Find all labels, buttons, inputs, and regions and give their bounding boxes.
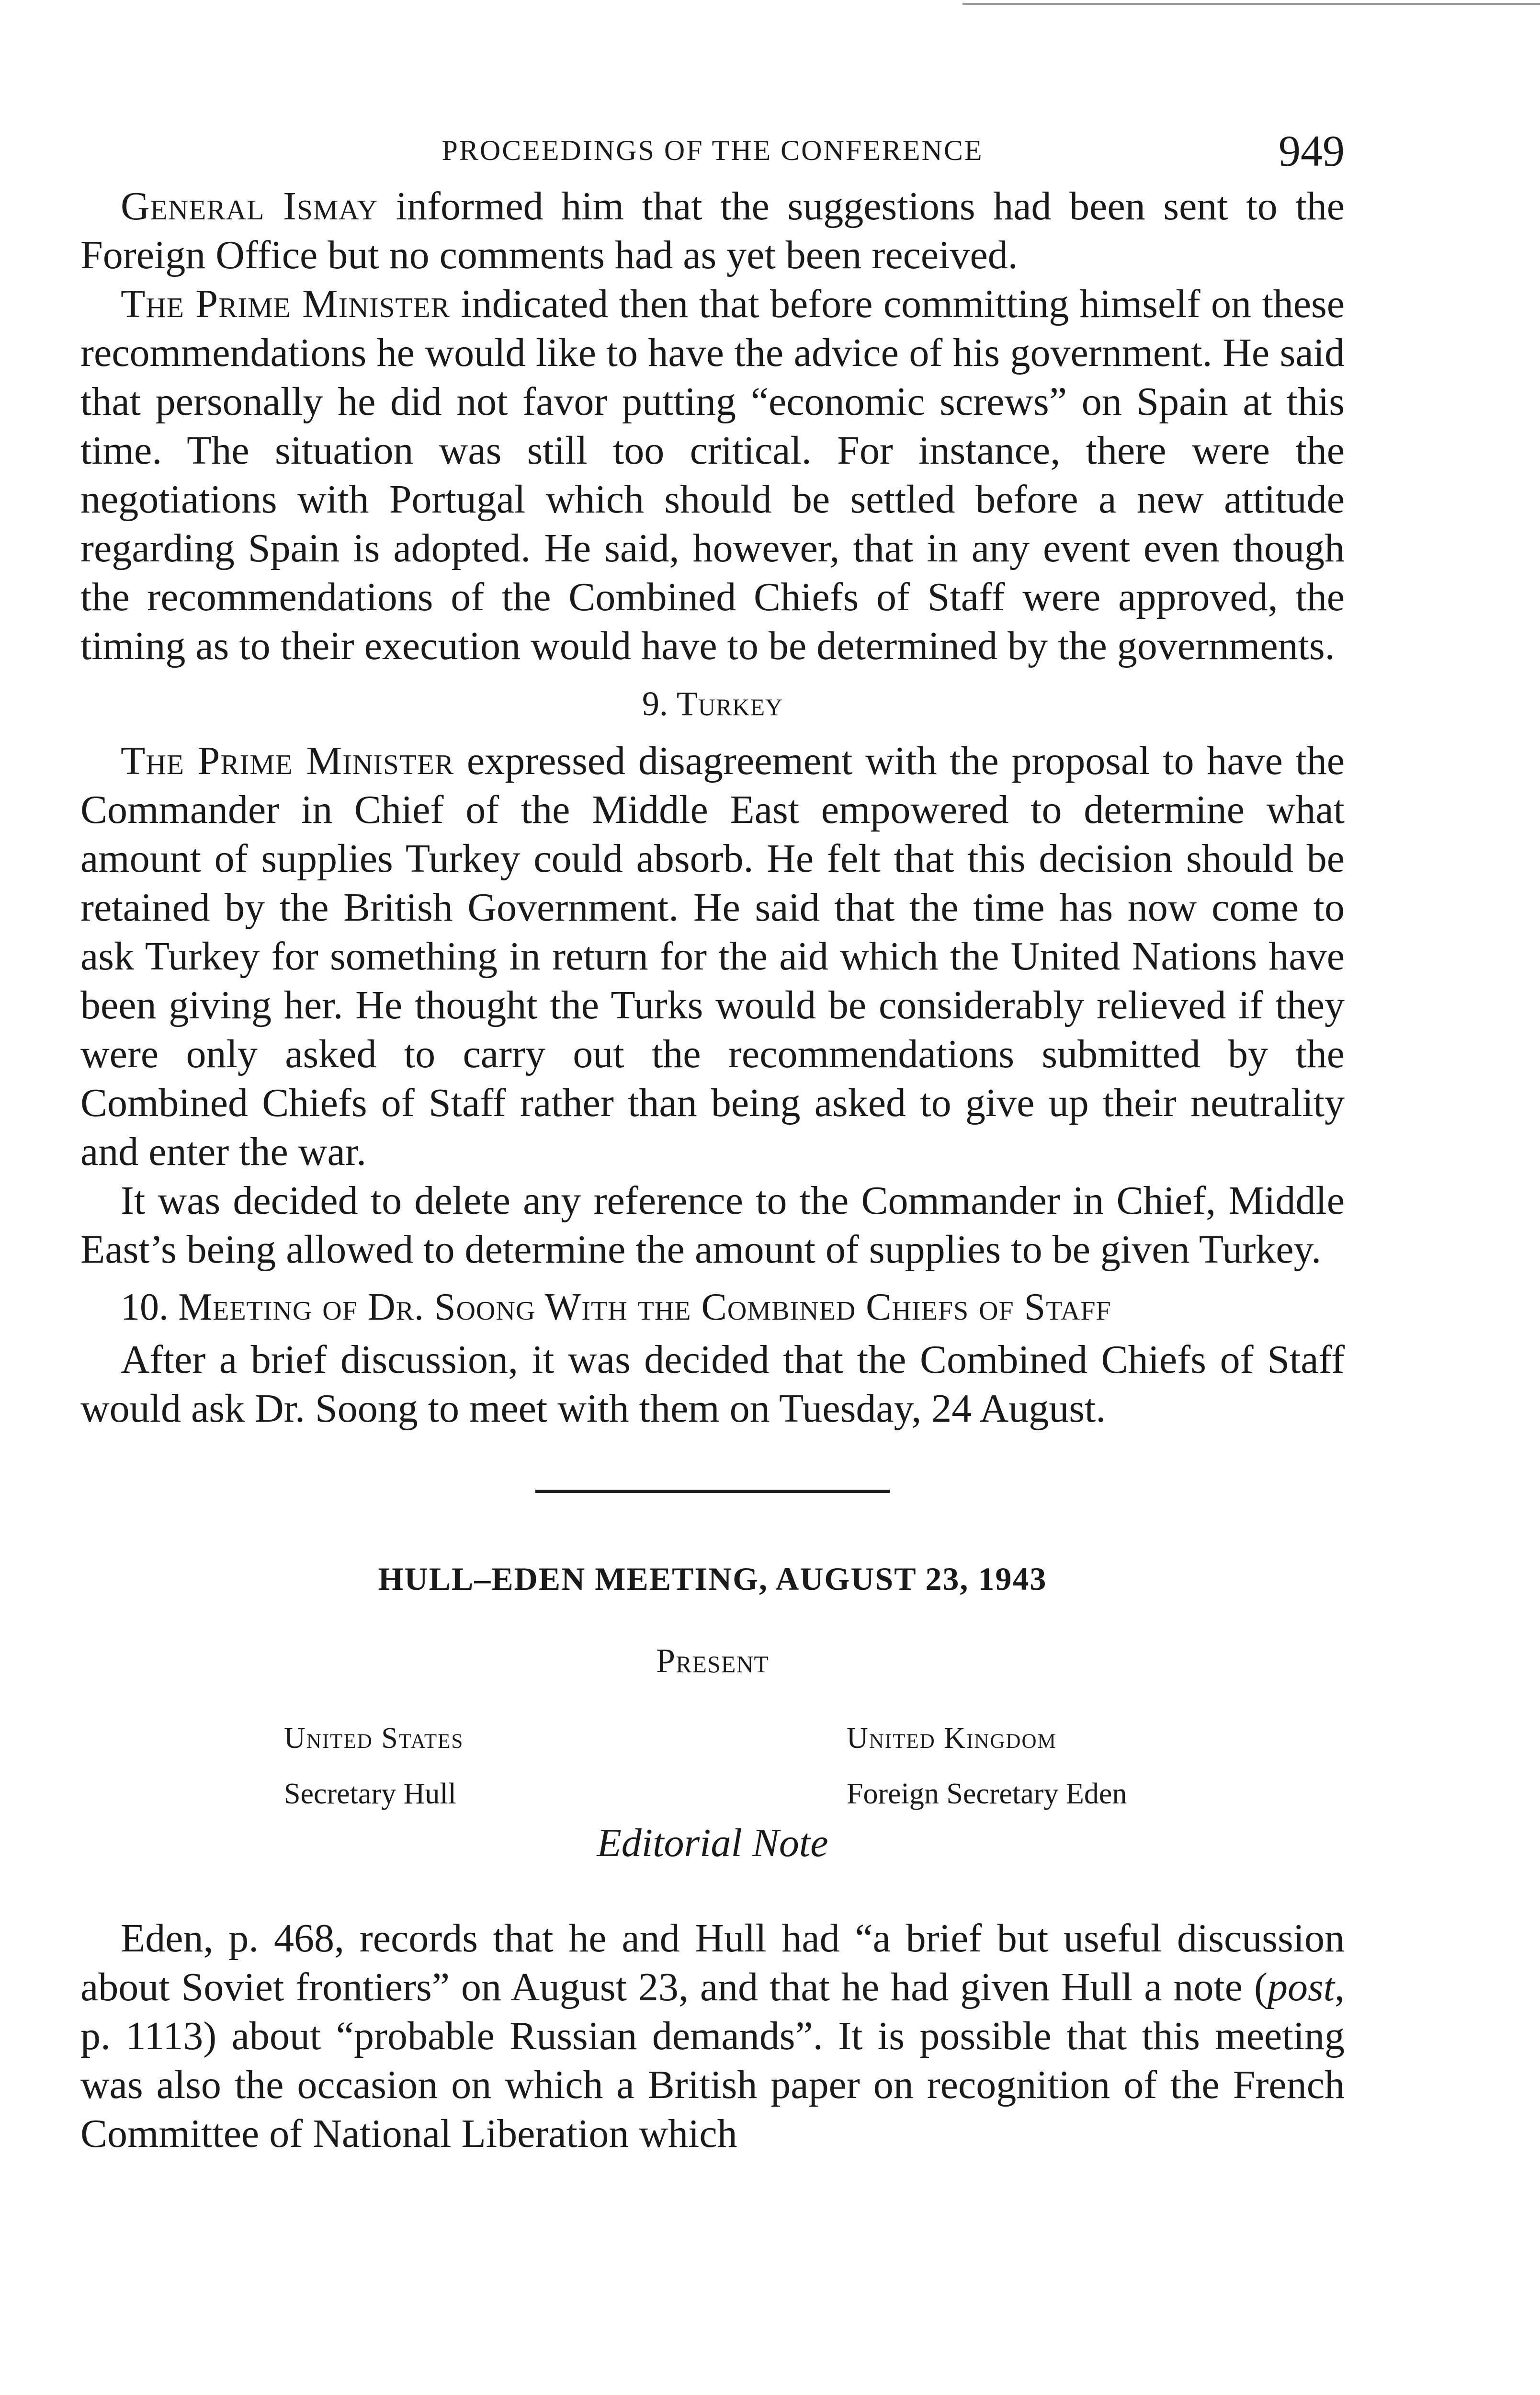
attendee-united-states xyxy=(284,1719,464,1813)
country-label: United States xyxy=(284,1722,464,1755)
top-edge-rule xyxy=(962,3,1540,5)
paragraph-text: After a brief discussion, it was decided that the Combined Chiefs of Staff would ask Dr. Soong to meet with them on Tuesday, 24 August. xyxy=(80,1337,1345,1431)
paragraph-decision-turkey xyxy=(80,1176,1345,1274)
paragraph-text: informed him that the suggestions had been sent to the Foreign Office but no comments had as yet been received. xyxy=(80,184,1345,277)
page-header xyxy=(80,120,1345,182)
paragraph-prime-minister-spain xyxy=(80,280,1345,671)
attendee-name: Foreign Secretary Eden xyxy=(847,1778,1127,1810)
present-label: Present xyxy=(656,1642,769,1680)
paragraph-ismay xyxy=(80,182,1345,280)
section-heading-turkey xyxy=(80,679,1345,728)
paragraph-editorial-note xyxy=(80,1914,1345,2158)
section-number: 9. xyxy=(642,684,677,723)
note-text: , p. 1113) about “probable Russian demands”. It is possible that this meeting was also the occasion on which a British paper on recognition of the French Committee of National Liberation which xyxy=(80,1965,1345,2156)
paragraph-text: indicated then that before committing himself on these recommendations he would like to have the advice of his government. He said that personally he did not favor putting “economic screws” on Spain at this time. The situation was still too critical. For instance, there were the negotiations with Portugal which should be settled before a new attitude regarding Spain is adopted. He said, however, that in any event even though the recommendations of the Combined Chiefs of Staff were approved, the timing as to their execution would have to be determined by the governments. xyxy=(80,282,1345,668)
attendee-name: Secretary Hull xyxy=(284,1778,456,1810)
section-number: 10. xyxy=(121,1286,178,1328)
country-label: United Kingdom xyxy=(847,1722,1057,1755)
meeting-title: HULL–EDEN MEETING, AUGUST 23, 1943 xyxy=(378,1561,1047,1597)
attendees xyxy=(80,1719,1345,1815)
paragraph-text: It was decided to delete any reference to the Commander in Chief, Middle East’s being allowed to determine the amount of supplies to be given Turkey. xyxy=(80,1178,1345,1272)
speaker-name: The Prime Minister xyxy=(121,282,450,326)
body-text xyxy=(80,182,1345,1433)
attendee-united-kingdom xyxy=(847,1719,1127,1813)
paragraph-text: expressed disagreement with the proposal to have the Commander in Chief of the Middle East empowered to determine what amount of supplies Turkey could absorb. He felt that this decision should be retained by the British Government. He said that the time has now come to ask Turkey for something in return for the aid which the United Nations have been giving her. He thought the Turks would be considerably relieved if they were only asked to carry out the recommendations submitted by the Combined Chiefs of Staff rather than being asked to give up their neutrality and enter the war. xyxy=(80,739,1345,1174)
paragraph-prime-minister-turkey xyxy=(80,737,1345,1176)
speaker-name: The Prime Minister xyxy=(121,739,454,783)
note-text: Eden, p. 468, records that he and Hull had “a brief but useful discussion about Soviet frontiers” on August 23, and that he had given Hull a note ( xyxy=(80,1916,1345,2009)
running-head: PROCEEDINGS OF THE CONFERENCE xyxy=(442,135,984,166)
paragraph-soong-meeting xyxy=(80,1335,1345,1433)
section-heading-soong xyxy=(80,1283,1345,1332)
editorial-note-body xyxy=(80,1914,1345,2158)
section-title: Meeting of Dr. Soong With the Combined Chiefs of Staff xyxy=(178,1286,1111,1328)
section-divider xyxy=(535,1490,890,1493)
document-page xyxy=(80,120,1345,2158)
page-number: 949 xyxy=(1279,126,1345,175)
speaker-name: General Ismay xyxy=(121,184,378,228)
editorial-note-heading: Editorial Note xyxy=(597,1821,828,1865)
section-title: Turkey xyxy=(676,684,783,723)
post-reference: post xyxy=(1267,1965,1335,2009)
